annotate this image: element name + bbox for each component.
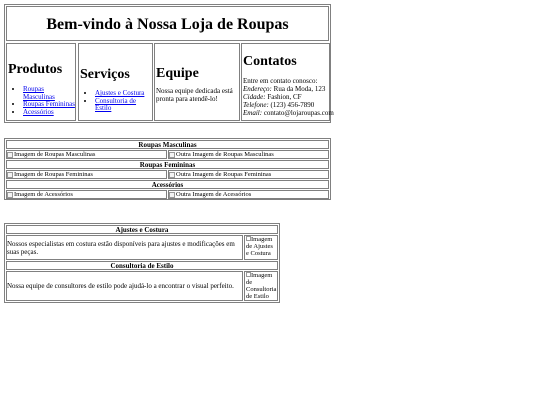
- contatos-email-line: [243, 109, 333, 117]
- contatos-cidade-line: [243, 93, 333, 101]
- broken-image-icon: [7, 152, 13, 158]
- fem-image-1-alt: Imagem de Roupas Femininas: [14, 170, 93, 178]
- ajustes-image: [244, 235, 278, 260]
- fem-image-2-alt: Outra Imagem de Roupas Femininas: [176, 170, 272, 178]
- contatos-info: [243, 77, 333, 117]
- services-detail-table: [4, 223, 280, 303]
- broken-image-icon: [7, 172, 13, 178]
- ajustes-text: [6, 235, 243, 260]
- link-roupas-femininas[interactable]: Roupas Femininas: [23, 100, 75, 108]
- broken-image-icon: [169, 172, 175, 178]
- equipe-text: Nossa equipe dedicada está pronta para atendê-lo!: [156, 87, 233, 103]
- equipe-cell: [154, 43, 240, 121]
- cidade-label: Cidade:: [243, 93, 266, 101]
- link-roupas-masculinas[interactable]: Roupas Masculinas: [23, 85, 55, 101]
- link-acessorios[interactable]: Acessórios: [23, 107, 54, 116]
- link-ajustes-costura[interactable]: Ajustes e Costura: [95, 89, 145, 97]
- telefone-value: (123) 456-7890: [270, 101, 315, 109]
- endereco-label: Endereço:: [243, 85, 272, 93]
- contatos-intro: Entre em contato conosco:: [243, 77, 318, 85]
- header-table: [4, 4, 334, 123]
- masc-image-1: [6, 150, 167, 159]
- contatos-endereco-line: [243, 85, 333, 93]
- gallery-acc-heading: Acessórios: [6, 180, 329, 189]
- servicos-heading: Serviços: [80, 67, 130, 82]
- contatos-heading: Contatos: [243, 54, 297, 69]
- gallery-masc-heading: Roupas Masculinas: [6, 140, 329, 149]
- broken-image-icon: [169, 192, 175, 198]
- acc-image-1-alt: Imagem de Acessórios: [14, 190, 73, 198]
- page-title: Bem-vindo à Nossa Loja de Roupas: [46, 16, 289, 33]
- email-value: contato@lojaroupas.com: [263, 109, 334, 117]
- ajustes-text-content: Nossos especialistas em costura estão disponíveis para ajustes e modificações em suas peças.: [7, 239, 235, 256]
- gallery-table: [4, 138, 331, 200]
- broken-image-icon: [7, 192, 13, 198]
- masc-image-1-alt: Imagem de Roupas Masculinas: [14, 150, 96, 158]
- endereco-value: Rua da Moda, 123: [273, 85, 326, 93]
- consultoria-image: [244, 271, 278, 301]
- servicos-list: [79, 90, 152, 113]
- produtos-list: [7, 86, 75, 116]
- acc-image-2: [168, 190, 329, 199]
- consultoria-text-content: Nossa equipe de consultores de estilo pode ajudá-lo a encontrar o visual perfeito.: [7, 282, 234, 290]
- masc-image-2: [168, 150, 329, 159]
- contatos-cell: [241, 43, 334, 121]
- acc-image-2-alt: Outra Imagem de Acessórios: [176, 190, 252, 198]
- link-consultoria-estilo[interactable]: Consultoria de Estilo: [95, 96, 137, 112]
- cidade-value: Fashion, CF: [267, 93, 302, 101]
- acc-image-1: [6, 190, 167, 199]
- masc-image-2-alt: Outra Imagem de Roupas Masculinas: [176, 150, 274, 158]
- telefone-label: Telefone:: [243, 101, 269, 109]
- header-cell: [6, 6, 329, 41]
- fem-image-2: [168, 170, 329, 179]
- produtos-heading: Produtos: [8, 62, 63, 77]
- ajustes-image-alt: Imagem de Ajustes e Costura: [246, 236, 273, 257]
- consultoria-image-alt: Imagem de Consultoria de Estilo: [246, 272, 277, 300]
- gallery-fem-heading: Roupas Femininas: [6, 160, 329, 169]
- equipe-heading: Equipe: [156, 66, 199, 81]
- produtos-cell: [6, 43, 76, 121]
- consultoria-text: [6, 271, 243, 301]
- fem-image-1: [6, 170, 167, 179]
- consultoria-heading: Consultoria de Estilo: [6, 261, 278, 270]
- broken-image-icon: [169, 152, 175, 158]
- ajustes-heading: Ajustes e Costura: [6, 225, 278, 234]
- servicos-cell: [78, 43, 153, 121]
- contatos-telefone-line: [243, 101, 333, 109]
- email-label: Email:: [243, 109, 263, 117]
